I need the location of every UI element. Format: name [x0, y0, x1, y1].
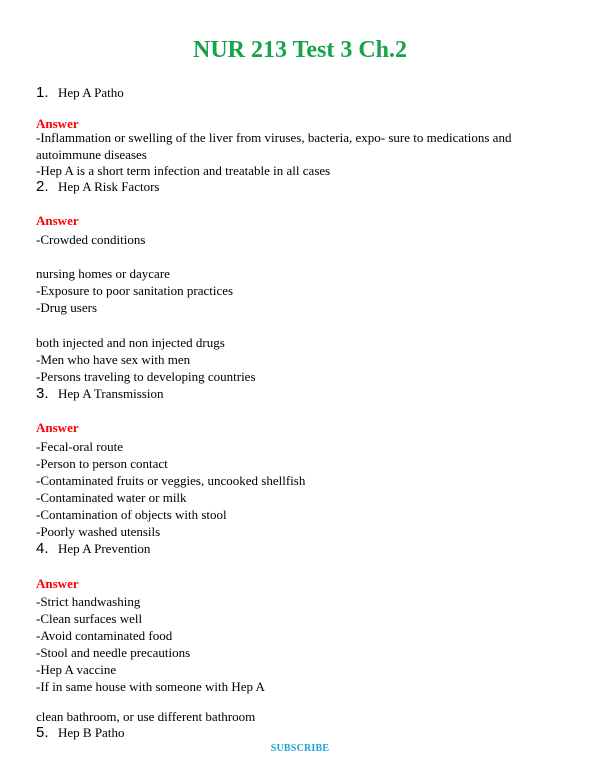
answer-label: Answer [36, 576, 79, 591]
answer-line: both injected and non injected drugs [36, 335, 225, 350]
answer-line: -Contaminated water or milk [36, 490, 187, 505]
subscribe-link[interactable]: SUBSCRIBE [270, 743, 330, 754]
question-prompt: Hep A Risk Factors [58, 179, 160, 194]
answer-line: -Exposure to poor sanitation practices [36, 283, 234, 298]
answer-line: clean bathroom, or use different bathroom [36, 709, 256, 724]
answer-line: -Avoid contaminated food [36, 628, 173, 643]
answer-line: -Contaminated fruits or veggies, uncooked shellfish [36, 473, 306, 488]
question-number: 3. [36, 385, 49, 402]
question-prompt: Hep A Transmission [58, 386, 164, 401]
answer-line: -Stool and needle precautions [36, 645, 191, 660]
question-3 [36, 385, 163, 402]
question-prompt: Hep A Prevention [58, 541, 151, 556]
question-number: 4. [36, 540, 49, 557]
answer-label: Answer [36, 116, 79, 131]
page-title: NUR 213 Test 3 Ch.2 [192, 37, 408, 63]
answer-line: -Hep A is a short term infection and treatable in all cases [36, 163, 331, 178]
question-4 [36, 540, 150, 557]
question-2 [36, 178, 159, 195]
answer-line: -Inflammation or swelling of the liver from viruses, bacteria, expo- sure to medications and autoimmune diseases [36, 130, 512, 163]
answer-line: nursing homes or daycare [36, 266, 170, 281]
answer-line: -Fecal-oral route [36, 439, 123, 454]
question-prompt: Hep B Patho [58, 725, 125, 740]
answer-label: Answer [36, 420, 79, 435]
answer-label: Answer [36, 213, 79, 228]
answer-line: -Men who have sex with men [36, 352, 191, 367]
answer-line: -Contamination of objects with stool [36, 507, 227, 522]
question-number: 2. [36, 178, 49, 195]
answer-line: -Persons traveling to developing countries [36, 369, 256, 384]
question-number: 5. [36, 724, 49, 741]
answer-line: -Hep A vaccine [36, 662, 117, 677]
answer-line: -Drug users [36, 300, 98, 315]
answer-line: -Strict handwashing [36, 594, 141, 609]
answer-line: -Clean surfaces well [36, 611, 143, 626]
question-prompt: Hep A Patho [58, 85, 124, 100]
answer-line: -Poorly washed utensils [36, 524, 161, 539]
question-5 [36, 724, 124, 741]
question-1 [36, 84, 124, 101]
question-number: 1. [36, 84, 49, 101]
answer-line: -If in same house with someone with Hep A [36, 679, 265, 694]
answer-line: -Person to person contact [36, 456, 168, 471]
answer-line: -Crowded conditions [36, 232, 146, 247]
